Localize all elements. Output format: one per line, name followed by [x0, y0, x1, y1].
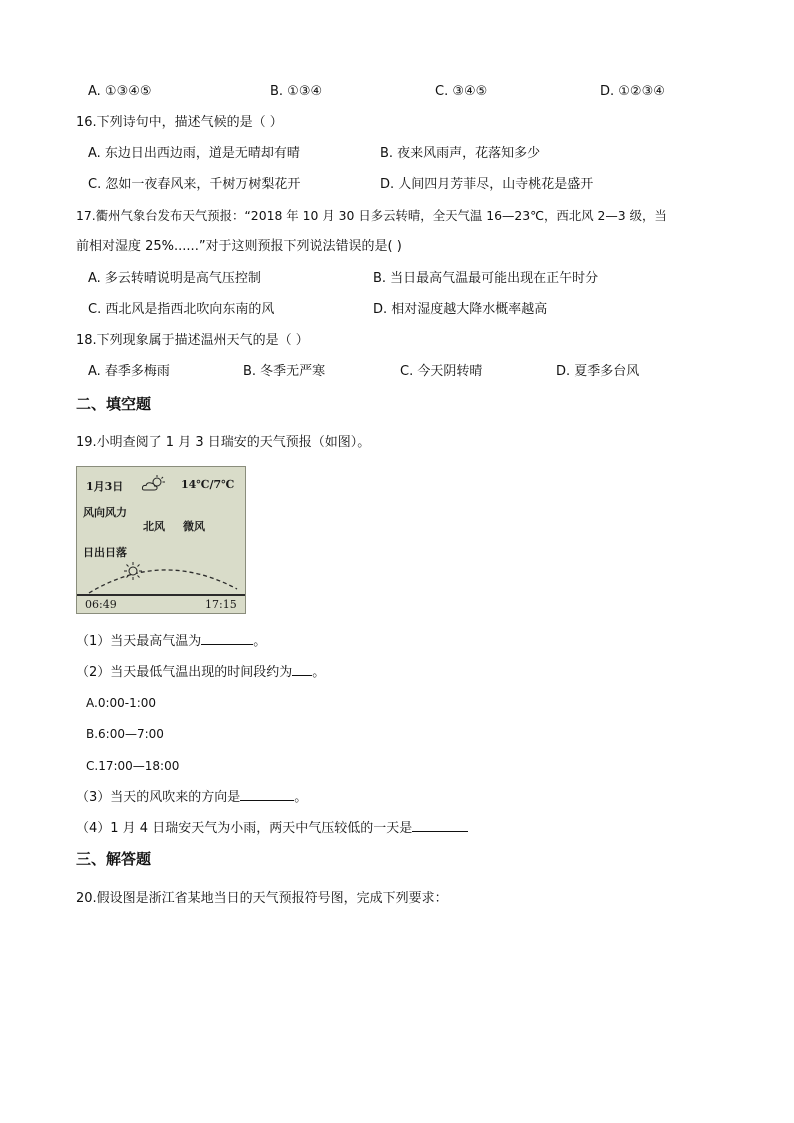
q15-option-d: D. ①②③④ [600, 84, 665, 99]
q17-option-d: D. 相对湿度越大降水概率越高 [373, 302, 548, 317]
q16-option-d: D. 人间四月芳菲尽，山寺桃花是盛开 [380, 177, 594, 192]
q15-option-b: B. ①③④ [270, 84, 323, 99]
q16-option-a: A. 东边日出西边雨，道是无晴却有晴 [88, 146, 300, 161]
q19-sub2-option-b: B.6:00—7:00 [86, 727, 164, 741]
q19-sub2-blank[interactable] [292, 663, 312, 676]
q19-sub1-end: 。 [253, 634, 267, 649]
q18-option-d: D. 夏季多台风 [556, 364, 640, 379]
q17-option-c: C. 西北风是指西北吹向东南的风 [88, 302, 275, 317]
sunrise-time: 06:49 [85, 598, 117, 611]
q16-option-c: C. 忽如一夜春风来，千树万树梨花开 [88, 177, 301, 192]
q17-option-b: B. 当日最高气温最可能出现在正午时分 [373, 271, 599, 286]
q19-stem: 19.小明查阅了 1 月 3 日瑞安的天气预报（如图）。 [76, 435, 371, 450]
sun-path-arc [77, 555, 247, 595]
q20-stem: 20.假设图是浙江省某地当日的天气预报符号图，完成下列要求： [76, 891, 448, 906]
sunrise-sunset-label: 日出日落 [83, 546, 127, 559]
q19-sub1 [76, 632, 266, 651]
q19-sub4 [76, 819, 468, 838]
q19-sub4-blank[interactable] [412, 819, 468, 832]
q17-option-a: A. 多云转晴说明是高气压控制 [88, 271, 261, 286]
weather-forecast-image [76, 466, 246, 614]
q16-stem: 16.下列诗句中，描述气候的是（ ） [76, 115, 283, 130]
q16-option-b: B. 夜来风雨声，花落知多少 [380, 146, 541, 161]
q19-sub3 [76, 788, 307, 807]
q19-sub2-end: 。 [312, 665, 326, 680]
q19-sub2-text: （2）当天最低气温出现的时间段约为 [76, 665, 293, 680]
sunset-time: 17:15 [205, 598, 237, 611]
q17-stem-line2: 前相对湿度 25%......”对于这则预报下列说法错误的是( ) [76, 239, 402, 254]
q19-sub2-option-c: C.17:00—18:00 [86, 759, 180, 773]
horizon-line [77, 594, 245, 596]
q18-stem: 18.下列现象属于描述温州天气的是（ ） [76, 333, 309, 348]
q19-sub4-text: （4）1 月 4 日瑞安天气为小雨，两天中气压较低的一天是 [76, 821, 413, 836]
q19-sub1-text: （1）当天最高气温为 [76, 634, 202, 649]
sun-icon [124, 562, 142, 584]
wind-label: 风向风力 [83, 506, 127, 519]
partly-cloudy-icon [141, 475, 167, 497]
q19-sub3-end: 。 [294, 790, 308, 805]
q18-option-c: C. 今天阴转晴 [400, 364, 483, 379]
q18-option-b: B. 冬季无严寒 [243, 364, 326, 379]
forecast-date: 1月3日 [86, 480, 124, 493]
q15-option-c: C. ③④⑤ [435, 84, 488, 99]
section-heading-answer: 三、解答题 [76, 850, 152, 868]
q19-sub2 [76, 663, 325, 682]
q19-sub1-blank[interactable] [201, 632, 253, 645]
q19-sub2-option-a: A.0:00-1:00 [86, 696, 157, 710]
q19-sub3-blank[interactable] [240, 788, 294, 801]
q17-stem-line1: 17.衢州气象台发布天气预报：“2018 年 10 月 30 日多云转晴，全天气温 16—23℃，西北风 2—3 级，当 [76, 208, 667, 223]
q15-option-a: A. ①③④⑤ [88, 84, 152, 99]
wind-force: 微风 [183, 520, 205, 533]
forecast-temperature: 14℃/7℃ [181, 478, 235, 491]
section-heading-fill-in: 二、填空题 [76, 395, 152, 413]
wind-direction: 北风 [143, 520, 165, 533]
q19-sub3-text: （3）当天的风吹来的方向是 [76, 790, 241, 805]
q18-option-a: A. 春季多梅雨 [88, 364, 170, 379]
